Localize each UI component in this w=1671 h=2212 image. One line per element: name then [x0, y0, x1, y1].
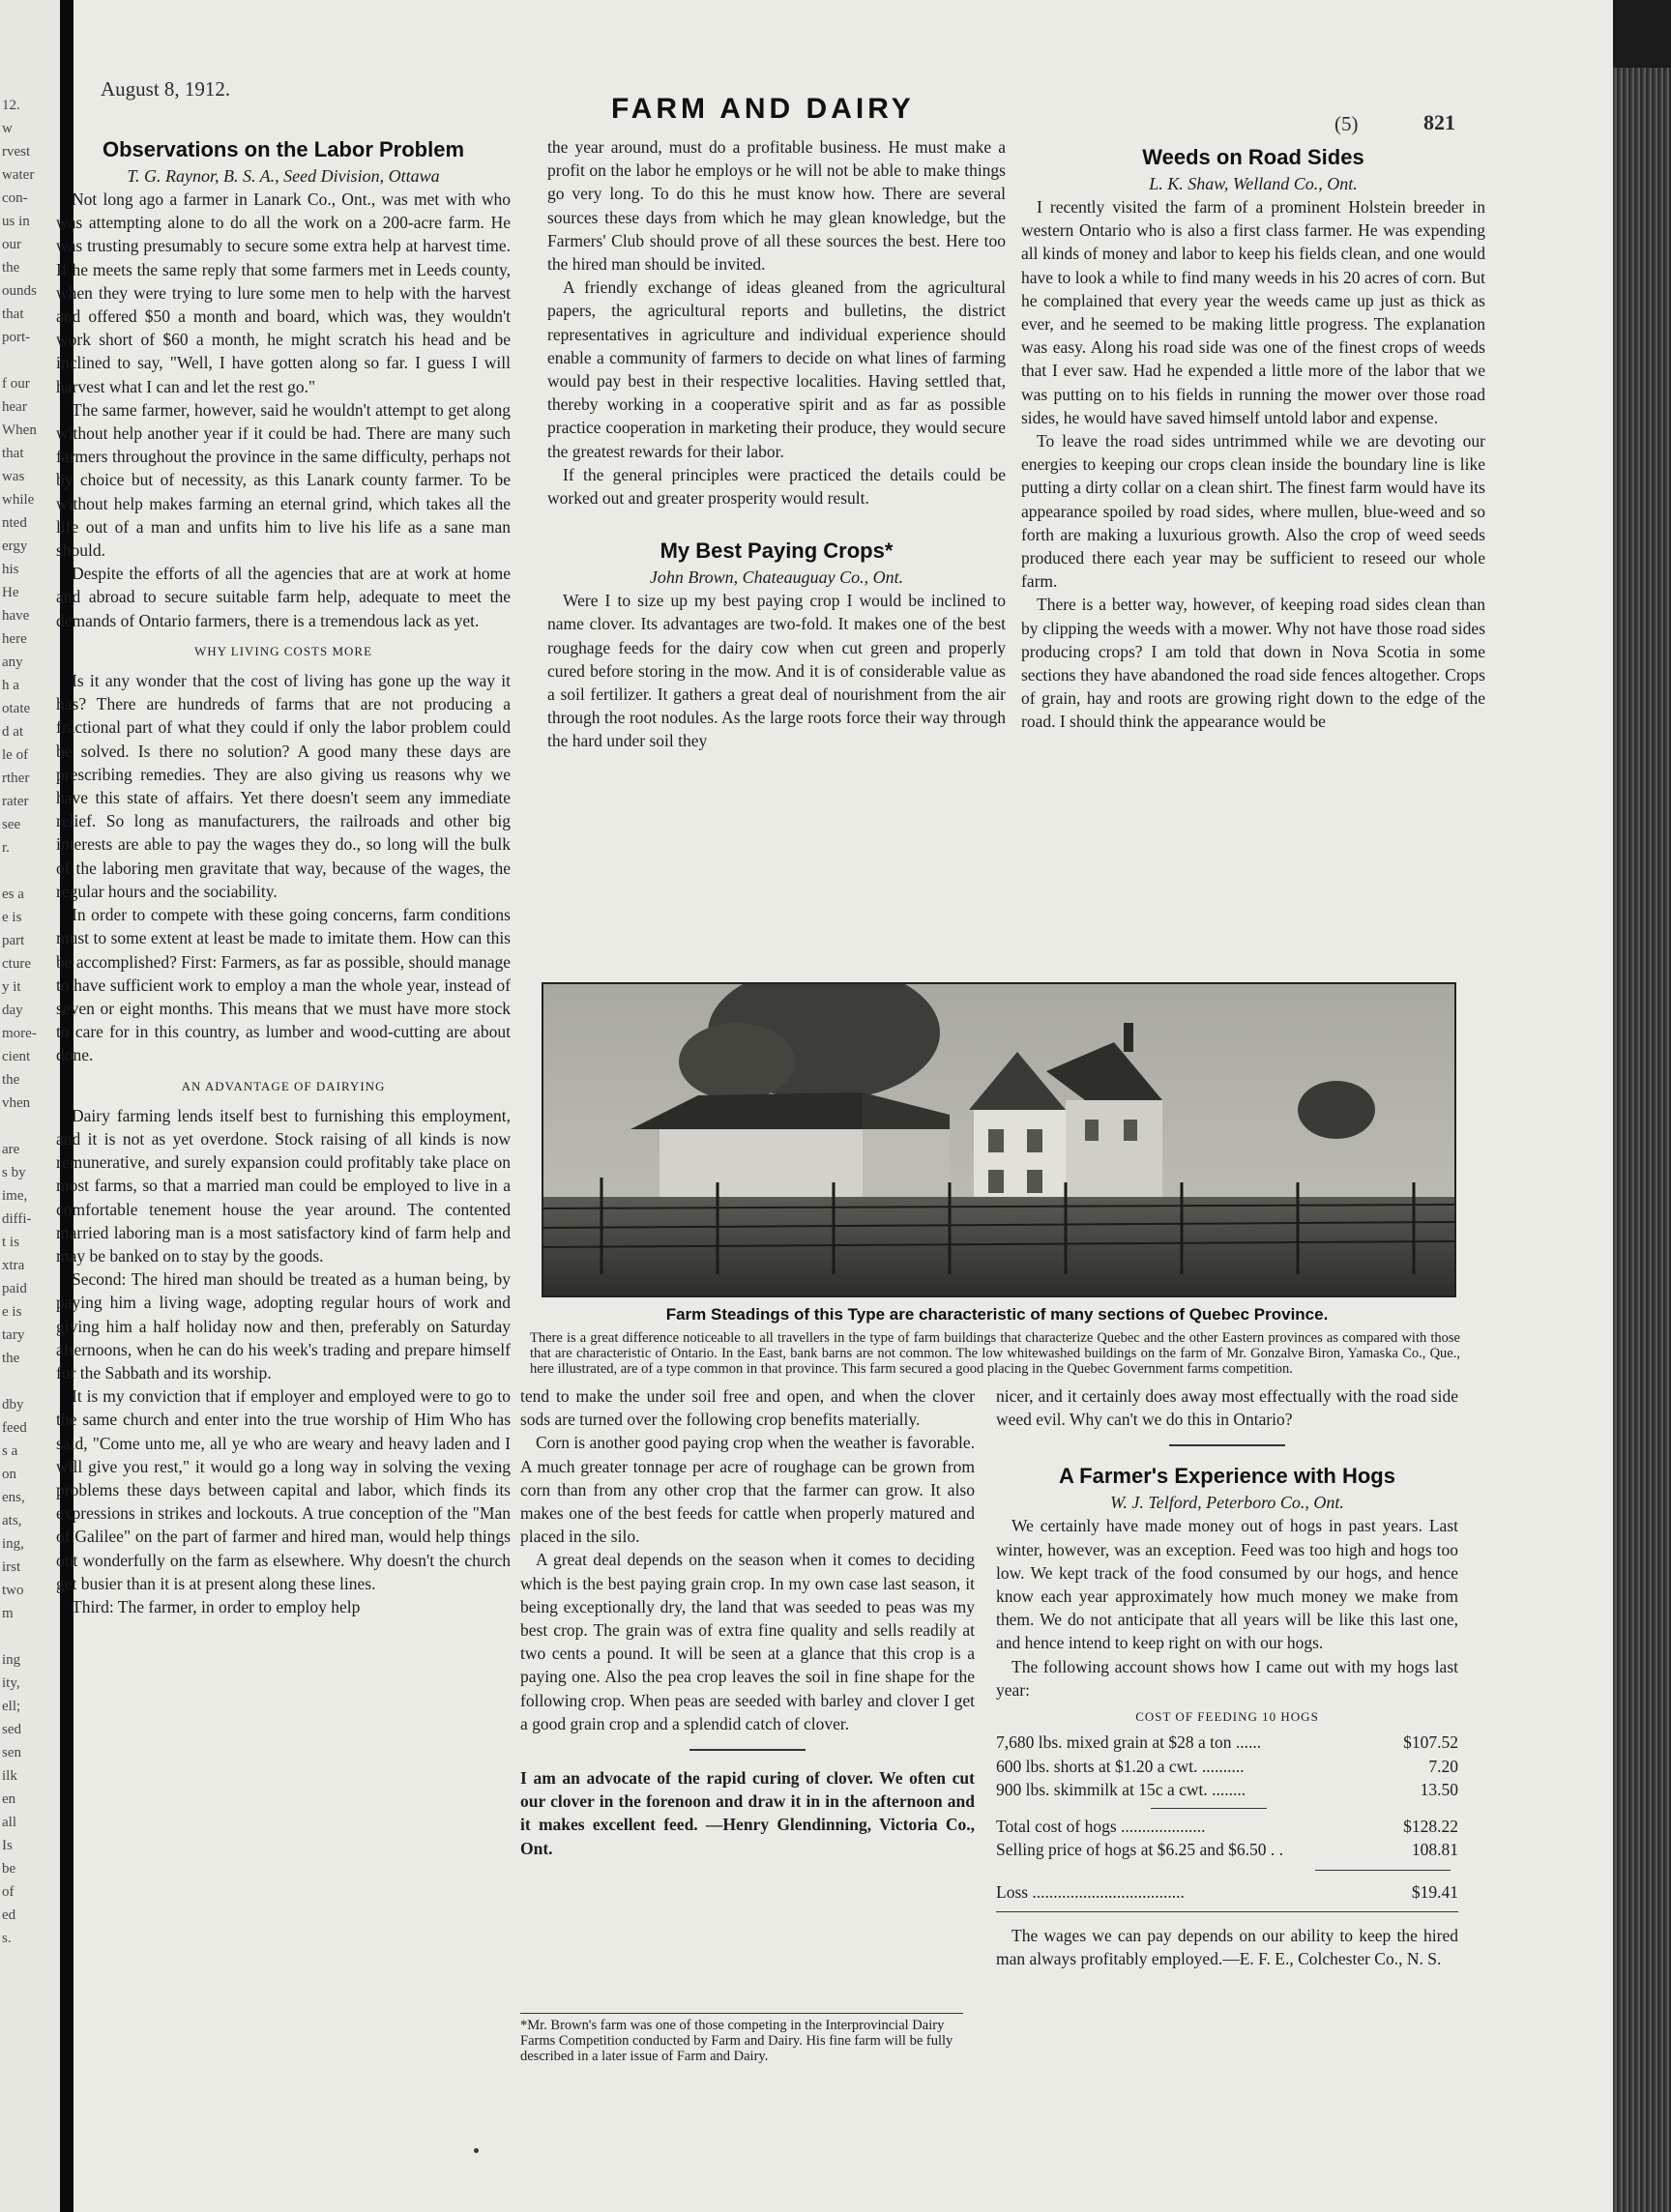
adjacent-page-fragment: of	[2, 1884, 15, 1900]
article-labor-continued	[547, 135, 1006, 509]
paragraph: the year around, must do a profitable business. He must make a profit on the labor he employs or he will not be able to make things go very long. To do this he must know how. There are several sources these days from which he may glean knowledge, but the Farmers' Club should prove of all these sources the best. Here too the hired man should be invited.	[547, 137, 1006, 275]
adjacent-page-fragment: see	[2, 817, 21, 832]
paragraph: Corn is another good paying crop when the weather is favorable. A much greater tonnage per acre of roughage can be grown from corn than from any other crop that the farmer can grow. It also makes one of the best feeds for cattle when properly matured and placed in the silo.	[520, 1433, 975, 1547]
adjacent-page-fragment: s by	[2, 1165, 26, 1180]
ledger-item: 7,680 lbs. mixed grain at $28 a ton ......	[996, 1732, 1262, 1753]
paragraph: A friendly exchange of ideas gleaned from the agricultural papers, the agricultural reports and bulletins, the district representatives in agriculture and individual experience should enable a community of farmers to decide on what lines of farming would pay best in their respective localities. Having settled that, thereby working in a cooperative spirit and as far as possible practice cooperation in marketing their produce, they would secure the greatest rewards for their labor.	[547, 277, 1006, 461]
article-body-part1	[56, 188, 511, 632]
loss-row	[996, 1880, 1458, 1905]
adjacent-page-fragment: dby	[2, 1397, 24, 1412]
adjacent-page-fragment: rater	[2, 794, 29, 809]
ledger-amount: 13.50	[1420, 1780, 1458, 1800]
selling-amount: 108.81	[1411, 1840, 1458, 1860]
adjacent-page-fragment: feed	[2, 1420, 27, 1436]
adjacent-page-fragment: He	[2, 585, 19, 600]
ledger-amount: 7.20	[1428, 1756, 1458, 1776]
article-title: A Farmer's Experience with Hogs	[1059, 1464, 1395, 1489]
adjacent-page-fragment: ilk	[2, 1768, 17, 1784]
adjacent-page-fragment: en	[2, 1791, 16, 1807]
column-right-bottom	[996, 1384, 1458, 1971]
adjacent-page-fragment: sen	[2, 1745, 21, 1761]
farm-photograph	[542, 982, 1456, 1297]
adjacent-page-fragment: ing	[2, 1652, 21, 1668]
column-middle-bottom	[520, 1384, 975, 1860]
adjacent-page-fragment: port-	[2, 330, 31, 345]
paragraph: Not long ago a farmer in Lanark Co., Ont., was met with who was attempting alone to do all the work on a 200-acre farm. He was trusting presumably to secure some extra help at harvest time. If he meets the same reply that some farmers met in Leeds county, when they were trying to lure some men to help with the harvest and offered $50 a month and board, which was, they wouldn't work short of $60 a month, he might scratch his head and be inclined to say, "Well, I have gotten along so far. I guess I will harvest what I can and let the rest go."	[56, 189, 511, 396]
article-title: Weeds on Road Sides	[1142, 145, 1364, 169]
article-crops-continued	[520, 1384, 975, 1735]
sum-rule	[1151, 1808, 1267, 1809]
loss-amount: $19.41	[1411, 1881, 1458, 1902]
adjacent-page-fragment: ing,	[2, 1536, 24, 1552]
article-body-part3	[56, 1104, 511, 1618]
loss-label: Loss ....................................	[996, 1881, 1185, 1902]
paragraph: A great deal depends on the season when it comes to deciding which is the best paying grain crop. In my own case last season, it being exceptionally dry, the land that was seeded to peas was my best crop. The grain was of extra fine quality and sells readily at two cents a pound. It will be seen at a glance that this crop is a paying one. Also the pea crop leaves the soil in fine shape for the following crop. When peas are seeded with barley and clover I get a good grain crop and a splendid catch of clover.	[520, 1550, 975, 1733]
adjacent-page-fragment: d at	[2, 724, 24, 740]
adjacent-page-fragment: that	[2, 446, 24, 461]
adjacent-page-fragment: ergy	[2, 538, 28, 554]
adjacent-page-fragment: two	[2, 1583, 24, 1598]
total-row	[996, 1815, 1458, 1839]
adjacent-page-fragment: the	[2, 1072, 20, 1088]
adjacent-page-fragment: rvest	[2, 144, 31, 160]
paragraph: tend to make the under soil free and open, and when the clover sods are turned over the following crop benefits materially.	[520, 1386, 975, 1430]
adjacent-page-fragment: con-	[2, 190, 28, 206]
article-body	[547, 589, 1006, 752]
adjacent-page-fragment: ity,	[2, 1675, 20, 1691]
paragraph: Second: The hired man should be treated as a human being, by paying him a living wage, adopting regular hours of work and giving him a half holiday now and then, preferably on Saturday afternoons, when he can do his week's trading and prepare himself for the Sabbath and its worship.	[56, 1269, 511, 1382]
adjacent-page-fragment: here	[2, 631, 27, 647]
paragraph: The following account shows how I came out with my hogs last year:	[996, 1656, 1458, 1700]
ledger-item: 900 lbs. skimmilk at 15c a cwt. ........	[996, 1780, 1246, 1800]
section-number: (5)	[1334, 112, 1359, 135]
pull-quote-text: I am an advocate of the rapid curing of clover. We often cut our clover in the forenoon and draw it in in the afternoon and it makes excellent feed. —Henry Glendinning, Victoria Co., Ont.	[520, 1768, 975, 1858]
adjacent-page-fragment: e is	[2, 1304, 22, 1320]
subheading: WHY LIVING COSTS MORE	[193, 643, 373, 658]
adjacent-page-fragment: s a	[2, 1443, 18, 1459]
adjacent-page-fragment: t is	[2, 1235, 19, 1250]
adjacent-page-fragment: the	[2, 1351, 20, 1366]
adjacent-page-fragment: r.	[2, 840, 10, 856]
adjacent-page-fragment: ime,	[2, 1188, 28, 1204]
adjacent-page-fragment: 12.	[2, 98, 20, 113]
article-byline: T. G. Raynor, B. S. A., Seed Division, Ottawa	[127, 166, 440, 186]
column-middle-top	[547, 135, 1006, 753]
adjacent-page-fragment: ell;	[2, 1699, 21, 1714]
paragraph: Third: The farmer, in order to employ help	[72, 1596, 361, 1616]
divider-rule	[1169, 1444, 1285, 1446]
divider-rule	[689, 1749, 806, 1751]
page-number: 821	[1423, 110, 1455, 134]
adjacent-page-strip	[0, 0, 60, 2212]
print-speck	[474, 2148, 479, 2153]
adjacent-page-fragment: h a	[2, 678, 19, 693]
adjacent-page-fragment: tary	[2, 1327, 25, 1343]
article-body	[996, 1514, 1458, 1702]
ledger-item: 600 lbs. shorts at $1.20 a cwt. ..........	[996, 1756, 1245, 1776]
subheading: AN ADVANTAGE OF DAIRYING	[181, 1078, 386, 1093]
paragraph: nicer, and it certainly does away most effectually with the road side weed evil. Why can't we do this in Ontario?	[996, 1386, 1458, 1430]
article-byline: John Brown, Chateauguay Co., Ont.	[649, 568, 904, 588]
adjacent-page-fragment: any	[2, 655, 23, 670]
paragraph: It is my conviction that if employer and employed were to go to the same church and enter into the true worship of Him Who has said, "Come unto me, all ye who are weary and heavy laden and I will give you rest," it would go a long way in solving the vexing problems these days between capital and labor, which finds its expressions in strikes and lockouts. A true conception of the "Man of Galilee" on the part of farmer and hired man, would help things out wonderfully on the farm as elsewhere. Why doesn't the church get busier than it is at present along these lines.	[56, 1386, 511, 1593]
adjacent-page-fragment: e is	[2, 910, 22, 925]
adjacent-page-fragment: part	[2, 933, 25, 948]
ledger-amount: $107.52	[1403, 1732, 1458, 1753]
article-labor-problem	[56, 135, 511, 1618]
adjacent-page-fragment: Is	[2, 1838, 13, 1853]
paragraph: If the general principles were practiced the details could be worked out and greater prosperity would result.	[547, 464, 1006, 509]
adjacent-page-fragment: rther	[2, 771, 30, 786]
totals-ledger	[996, 1815, 1458, 1862]
adjacent-page-fragment: sed	[2, 1722, 21, 1737]
article-body-part2	[56, 669, 511, 1066]
photo-caption-text: There is a great difference noticeable to all travellers in the type of farm buildings that characterize Quebec and the other Eastern provinces as compared with those that are characteristic of Ontario. In the East, bank barns are not common. The low whitewashed buildings on the farm of Mr. Gonzalve Biron, Yamaska Co., Que., here illustrated, are of a type common in that province. This farm secured a good placing in the Quebec Government farms competition.	[530, 1330, 1460, 1377]
ledger-row	[996, 1778, 1458, 1802]
loss-ledger	[996, 1880, 1458, 1905]
adjacent-page-fragment: us in	[2, 214, 30, 229]
paragraph: Were I to size up my best paying crop I would be inclined to name clover. Its advantages are two-fold. It makes one of the best roughage feeds for the dairy cow when cut green and properly cured before storing in the mow. And it is of considerable value as a soil fertilizer. It gathers a great deal of nourishment from the air through the root nodules. As the large roots force their way through the hard under soil they	[547, 591, 1006, 751]
article-title: Observations on the Labor Problem	[102, 137, 465, 161]
closing-rule	[996, 1911, 1458, 1912]
sum-rule	[1315, 1870, 1451, 1871]
adjacent-page-fragment: xtra	[2, 1258, 25, 1273]
adjacent-page-fragment: more-	[2, 1026, 37, 1041]
adjacent-page-fragment: ounds	[2, 283, 37, 299]
adjacent-page-fragment: diffi-	[2, 1211, 32, 1227]
adjacent-page-fragment: have	[2, 608, 30, 624]
paragraph: There is a better way, however, of keeping road sides clean than by clipping the weeds with a mower. Why not have those road sides producing crops? I am told that down in Nova Scotia in some sections they have abandoned the road side fences altogether. Crops of grain, hay and roots are growing right down to the edge of the road. I should think the appearance would be	[1021, 595, 1485, 732]
adjacent-page-fragment: hear	[2, 399, 27, 415]
total-label: Total cost of hogs ....................	[996, 1816, 1206, 1836]
paragraph: I recently visited the farm of a prominent Holstein breeder in western Ontario who is also a first class farmer. He was expending all kinds of money and labor to keep his fields clean, and one would have to look a while to find many weeds in his 20 acres of corn. But he complained that every year the weeds came up just as thick as ever, and he seemed to be making little progress. The explanation was easy. Along his road side was one of the finest crops of weeds that I ever saw. Had he expended a little more of the labor that we was putting on to his fields in running the mower over those road sides, he would have saved himself untold labor and expense.	[1021, 197, 1485, 427]
article-title: My Best Paying Crops*	[660, 538, 894, 564]
adjacent-page-fragment: y it	[2, 979, 21, 995]
paragraph: We certainly have made money out of hogs in past years. Last winter, however, was an exception. Feed was too high and hogs too low. We kept track of the food consumed by our hogs, and hence know each year approximately how much money we make from them. We do not anticipate that all years will be like this last one, and hence intend to keep right on with our hogs.	[996, 1516, 1458, 1653]
adjacent-page-fragment: paid	[2, 1281, 27, 1296]
adjacent-page-fragment: that	[2, 306, 24, 322]
adjacent-page-fragment: ens,	[2, 1490, 25, 1505]
adjacent-page-fragment: ats,	[2, 1513, 22, 1528]
ledger-row	[996, 1755, 1458, 1779]
article-byline: L. K. Shaw, Welland Co., Ont.	[1149, 174, 1358, 193]
paragraph: Despite the efforts of all the agencies that are at work at home and abroad to secure suitable farm help, adequate to meet the demands of Ontario farmers, there is a tremendous lack as yet.	[56, 564, 511, 630]
adjacent-page-fragment: the	[2, 260, 20, 276]
photo-caption-title: Farm Steadings of this Type are characteristic of many sections of Quebec Province.	[665, 1305, 1329, 1324]
adjacent-page-fragment: water	[2, 167, 35, 183]
adjacent-page-fragment: our	[2, 237, 21, 252]
adjacent-page-fragment: are	[2, 1142, 20, 1157]
selling-row	[996, 1838, 1458, 1862]
adjacent-page-fragment: nted	[2, 515, 27, 531]
adjacent-page-fragment: When	[2, 422, 37, 438]
adjacent-page-fragment: otate	[2, 701, 31, 716]
paragraph: The same farmer, however, said he wouldn't attempt to get along without help another year if it could be had. There are many such farmers throughout the province in the same difficulty, perhaps not by choice but of necessity, as this Lanark county farmer. To be without help makes farming an eternal grind, which takes all the life out of a man and unfits him to live his life as a sane man should.	[56, 399, 511, 561]
ledger-rows	[996, 1731, 1458, 1802]
selling-label: Selling price of hogs at $6.25 and $6.50 . .	[996, 1840, 1283, 1860]
article-footnote: *Mr. Brown's farm was one of those competing in the Interprovincial Dairy Farms Competition conducted by Farm and Dairy. His fine farm will be fully described in a later issue of Farm and Dairy.	[520, 2013, 963, 2064]
paragraph: To leave the road sides untrimmed while we are devoting our energies to keeping our crops clean inside the boundary line is like putting a dirty collar on a clean shirt. The finest farm would have its appearance spoiled by road sides, where mullen, blue-weed and so forth are making a luxurious growth. Also the crop of weed seeds produced there each year may be sufficient to reseed our whole farm.	[1021, 431, 1485, 592]
adjacent-page-fragment: s.	[2, 1931, 12, 1946]
adjacent-page-fragment: be	[2, 1861, 16, 1877]
adjacent-page-fragment: while	[2, 492, 35, 508]
cost-ledger	[996, 1731, 1458, 1802]
adjacent-page-fragment: m	[2, 1606, 14, 1621]
closing-paragraph: The wages we can pay depends on our ability to keep the hired man always profitably employed.—E. F. E., Colchester Co., N. S.	[996, 1926, 1458, 1969]
paragraph: Dairy farming lends itself best to furnishing this employment, and it is not as yet overdone. Stock raising of all kinds is now remunerative, and surely expansion could profitably take place on most farms, so that a married man could be employed to live in a comfortable tenement house the year around. The contented married laboring man is a most satisfactory kind of farm help and may be banked on to stay by the goods.	[56, 1105, 511, 1266]
adjacent-page-fragment: vhen	[2, 1095, 31, 1111]
ledger-row	[996, 1731, 1458, 1755]
adjacent-page-fragment: es a	[2, 887, 24, 902]
article-body	[1021, 195, 1485, 734]
adjacent-page-fragment: all	[2, 1815, 16, 1830]
adjacent-page-fragment: cture	[2, 956, 31, 972]
adjacent-page-fragment: ed	[2, 1907, 16, 1923]
adjacent-page-fragment: f our	[2, 376, 30, 392]
total-amount: $128.22	[1403, 1816, 1458, 1836]
adjacent-page-fragment: on	[2, 1467, 16, 1482]
adjacent-page-fragment: was	[2, 469, 25, 484]
adjacent-page-fragment: irst	[2, 1559, 21, 1575]
adjacent-page-fragment: his	[2, 562, 19, 577]
adjacent-page-fragment: day	[2, 1003, 23, 1018]
adjacent-page-fragment: w	[2, 121, 13, 136]
masthead-title: FARM AND DAIRY	[611, 93, 915, 125]
paragraph: In order to compete with these going concerns, farm conditions must to some extent at least be made to imitate them. How can this be accomplished? First: Farmers, as far as possible, should manage to have sufficient work to employ a man the whole year, instead of seven or eight months. This means that we must have more stock to care for in this country, as lumber and wood-cutting are about done.	[56, 905, 511, 1065]
stacked-page-edges	[1613, 68, 1671, 2212]
issue-date: August 8, 1912.	[101, 77, 231, 101]
farm-photo-image	[543, 984, 1454, 1295]
ledger-heading: COST OF FEEDING 10 HOGS	[1135, 1709, 1319, 1725]
adjacent-page-fragment: cient	[2, 1049, 31, 1064]
paragraph: Is it any wonder that the cost of living has gone up the way it has? There are hundreds of farms that are not producing a fractional part of what they could if only the labor problem could be solved. Is there no solution? A good many these days are prescribing remedies. They are also giving us reasons why we have this state of affairs. Yet there doesn't seem any immediate relief. So long as manufacturers, the railroads and other big interests are able to pay the wages they do., so long will the bulk of the laboring men gravitate that way, because of the wages, the regular hours and the sociability.	[56, 671, 511, 901]
column-right-top	[1021, 143, 1485, 734]
page-edge-top	[1613, 0, 1671, 68]
adjacent-page-fragment: le of	[2, 747, 29, 763]
article-weeds-continued	[996, 1384, 1458, 1431]
pull-quote	[520, 1766, 975, 1860]
article-byline: W. J. Telford, Peterboro Co., Ont.	[1110, 1493, 1344, 1513]
